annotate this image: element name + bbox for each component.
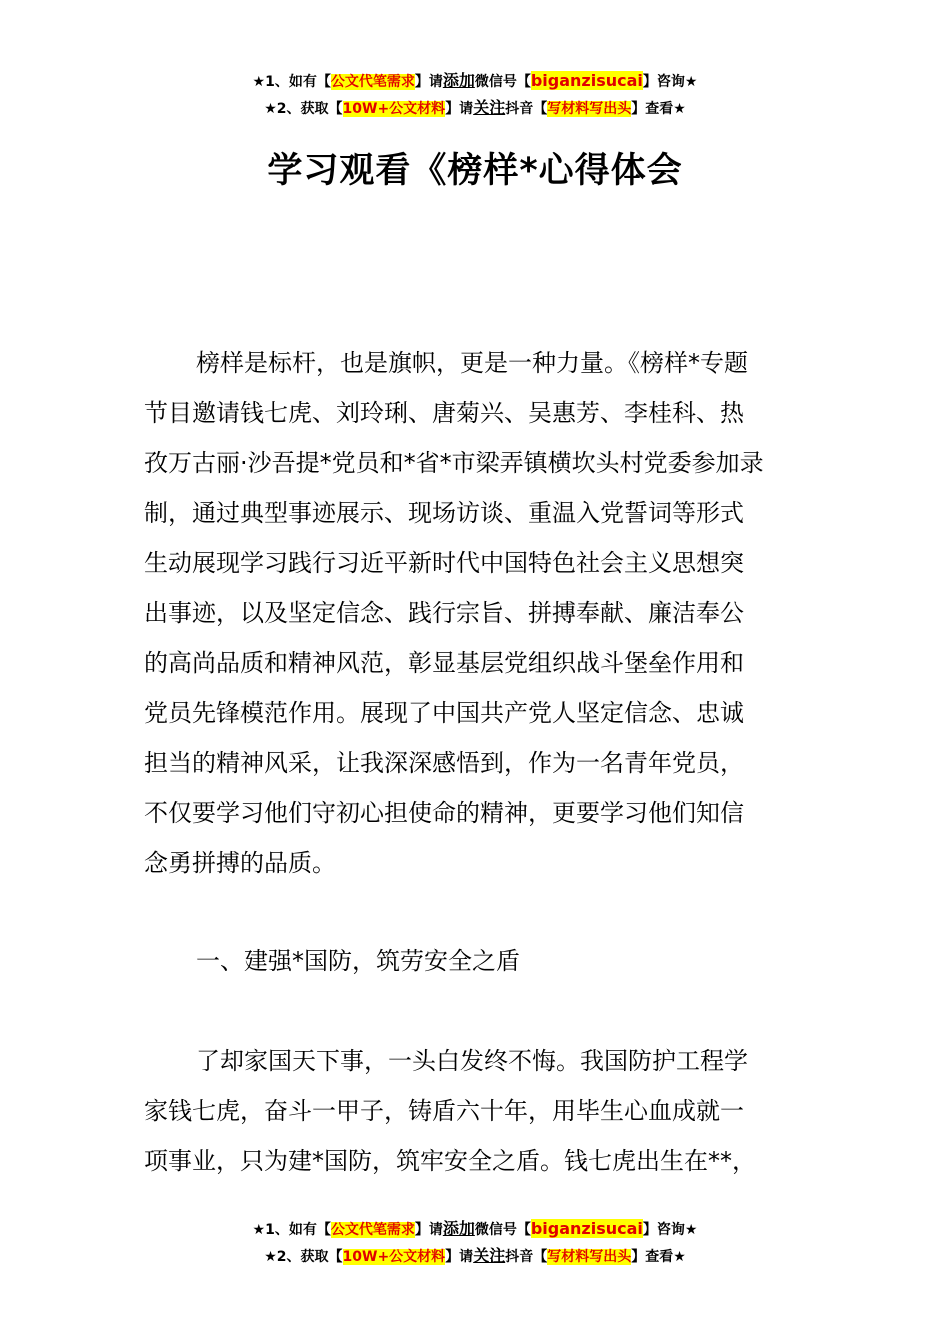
paragraph-line: 担当的精神风采，让我深深感悟到，作为一名青年党员， <box>144 749 744 777</box>
section-heading-text: 一、建强*国防，筑劳安全之盾 <box>196 947 520 975</box>
banner-text: 】请 <box>414 1222 443 1238</box>
banner-emphasis: 添加 <box>442 1219 475 1238</box>
banner-highlight: 公文代笔需求 <box>330 74 415 90</box>
banner-line-2 <box>0 1243 950 1270</box>
paragraph-line: 了却家国天下事，一头白发终不悔。我国防护工程学 <box>196 1047 748 1075</box>
banner-emphasis: 关注 <box>473 98 506 117</box>
banner-text: 】查看★ <box>631 1249 686 1265</box>
banner-text: 微信号【 <box>474 1222 531 1238</box>
banner-wechat-id: biganzisucai <box>530 71 643 90</box>
document-title: 学习观看《榜样*心得体会 <box>267 151 683 191</box>
banner-text: 】请 <box>414 74 443 90</box>
banner-highlight: 10W+公文材料 <box>342 1249 446 1265</box>
paragraph-line: 念勇拼搏的品质。 <box>144 849 336 877</box>
paragraph-line: 孜万古丽·沙吾提*党员和*省*市梁弄镇横坎头村党委参加录 <box>144 449 764 477</box>
bottom-banner <box>0 1216 950 1270</box>
banner-douyin-id: 写材料写出头 <box>547 1249 632 1265</box>
banner-highlight: 公文代笔需求 <box>330 1222 415 1238</box>
paragraph-line: 节目邀请钱七虎、刘玲琍、唐菊兴、吴惠芳、李桂科、热 <box>144 399 744 427</box>
paragraph-section-1 <box>144 1036 810 1186</box>
paragraph-line: 的高尚品质和精神风范，彰显基层党组织战斗堡垒作用和 <box>144 649 744 677</box>
banner-text: 微信号【 <box>474 74 531 90</box>
paragraph-line: 生动展现学习践行习近平新时代中国特色社会主义思想突 <box>144 549 744 577</box>
banner-text: ★2、获取【 <box>264 101 343 117</box>
top-banner <box>0 68 950 122</box>
banner-text: 】请 <box>445 1249 474 1265</box>
banner-line-1 <box>0 68 950 95</box>
section-heading <box>144 936 810 986</box>
banner-text: 】请 <box>445 101 474 117</box>
paragraph-line: 家钱七虎，奋斗一甲子，铸盾六十年，用毕生心血成就一 <box>144 1097 744 1125</box>
banner-text: ★1、如有【 <box>252 1222 331 1238</box>
banner-text: 抖音【 <box>505 1249 548 1265</box>
paragraph-line: 榜样是标杆，也是旗帜，更是一种力量。《榜样*专题 <box>196 349 748 377</box>
paragraph-line: 不仅要学习他们守初心担使命的精神，更要学习他们知信 <box>144 799 744 827</box>
banner-text: ★1、如有【 <box>252 74 331 90</box>
banner-highlight: 10W+公文材料 <box>342 101 446 117</box>
banner-emphasis: 添加 <box>442 71 475 90</box>
paragraph-line: 党员先锋模范作用。展现了中国共产党人坚定信念、忠诚 <box>144 699 744 727</box>
paragraph-line: 项事业，只为建*国防，筑牢安全之盾。钱七虎出生在**， <box>144 1147 756 1175</box>
banner-text: 】查看★ <box>631 101 686 117</box>
banner-line-1 <box>0 1216 950 1243</box>
paragraph-line: 出事迹，以及坚定信念、践行宗旨、拼搏奉献、廉洁奉公 <box>144 599 744 627</box>
banner-text: 】咨询★ <box>642 74 698 90</box>
banner-emphasis: 关注 <box>473 1246 506 1265</box>
banner-douyin-id: 写材料写出头 <box>547 101 632 117</box>
banner-text: ★2、获取【 <box>264 1249 343 1265</box>
banner-wechat-id: biganzisucai <box>530 1219 643 1238</box>
banner-line-2 <box>0 95 950 122</box>
banner-text: 】咨询★ <box>642 1222 698 1238</box>
paragraph-line: 制，通过典型事迹展示、现场访谈、重温入党誓词等形式 <box>144 499 744 527</box>
banner-text: 抖音【 <box>505 101 548 117</box>
paragraph-intro <box>144 338 810 888</box>
